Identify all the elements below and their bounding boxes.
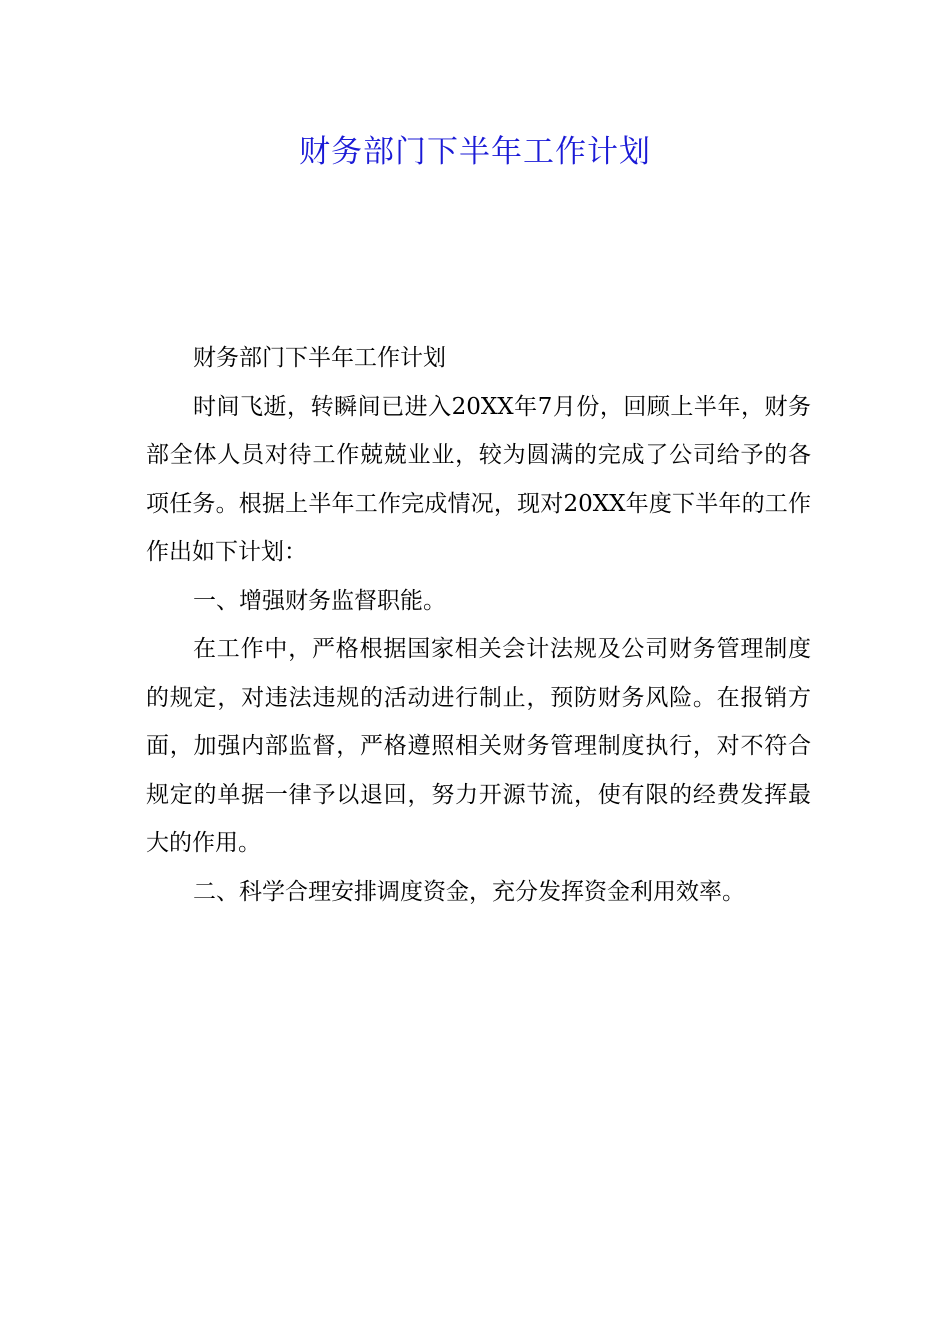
document-title: 财务部门下半年工作计划 [299,134,651,170]
paragraph-intro: 时间飞逝，转瞬间已进入20XX年7月份，回顾上半年，财务部全体人员对待工作兢兢业业，较为圆满的完成了公司给予的各项任务。根据上半年工作完成情况，现对20XX年度下半年的工作作出如下计划： [146,393,811,565]
paragraph-heading: 财务部门下半年工作计划 [193,345,446,371]
section-heading-2: 二、科学合理安排调度资金，充分发挥资金利用效率。 [193,878,745,905]
paragraph-section-1: 在工作中，严格根据国家相关会计法规及公司财务管理制度的规定，对违法违规的活动进行制止，预防财务风险。在报销方面，加强内部监督，严格遵照相关财务管理制度执行，对不符合规定的单据一律予以退回，努力开源节流，使有限的经费发挥最大的作用。 [146,636,811,856]
section-heading-1: 一、增强财务监督职能。 [193,587,446,614]
document-body [146,334,811,916]
